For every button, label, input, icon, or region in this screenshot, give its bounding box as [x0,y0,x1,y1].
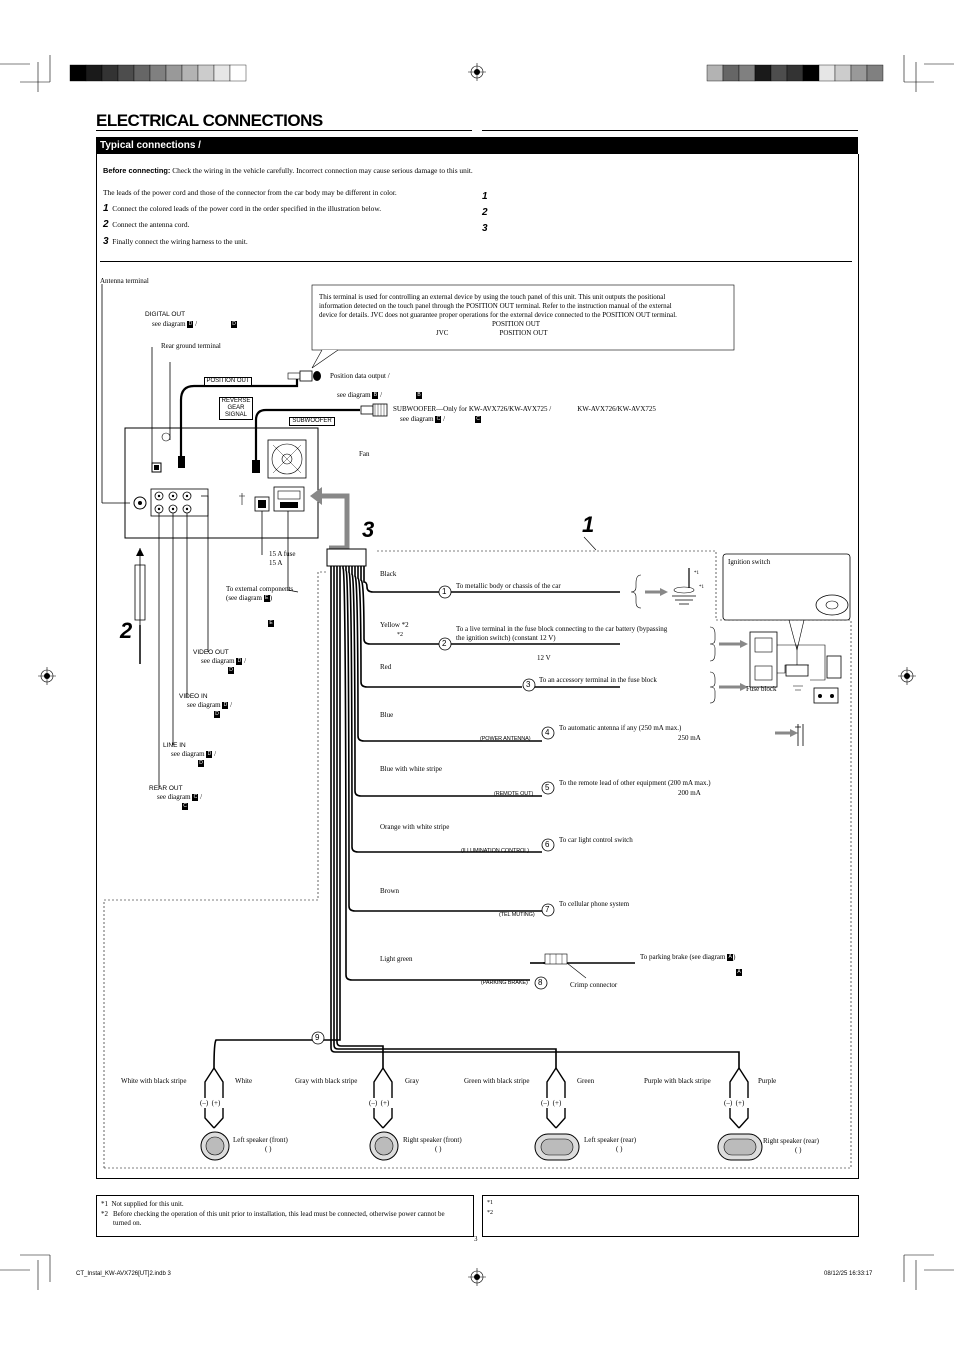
lead-brown-color: Brown [380,887,400,895]
lead-num-3: 3 [526,680,531,689]
spk2-name: Right speaker (front) ( ) [403,1136,462,1153]
lead-black-color: Black [380,570,397,578]
lead-num-1: 1 [442,587,447,596]
note-right-1: *1 [487,1200,493,1206]
tag-power-antenna: (POWER ANTENNA) [480,736,531,742]
tag-illumination: (ILLUMINATION CONTROL) [461,848,529,854]
right-step-2: 2 [482,207,488,218]
callout-text: This terminal is used for controlling an external device by using the touch panel of this unit. This unit outputs the positional information detected on the touch panel through the POSITION OUT terminal. Refer to the instruction manual of the external device for details. JVC does not guarantee proper operations for the external device connected to the POSITION OUT terminal. POSITION OUT JVC POSITION OUT [319,293,677,337]
lead-yellow-color: Yellow *2 [380,621,409,629]
spk3-polarity: (–) (+) [541,1099,562,1107]
right-step-1: 1 [482,191,488,202]
spk2-neg-label: Gray with black stripe [295,1077,358,1085]
spk1-polarity: (–) (+) [200,1099,221,1107]
speaker-cone [375,1137,393,1155]
big-step-2: 2 [120,618,133,643]
fuse-15a-label: 15 A fuse 15 A [269,550,296,567]
spk3-neg-label: Green with black stripe [464,1077,530,1085]
lead-num-2: 2 [442,639,447,648]
spk3-pos-label: Green [577,1077,595,1085]
lead-num-9: 9 [315,1033,320,1042]
reverse-see: see diagram B / B [337,391,421,399]
page-title: ELECTRICAL CONNECTIONS [96,111,323,130]
position-data-label: Position data output / [330,372,390,380]
lead-5-sub: 200 mA [678,789,701,797]
lead-orange-color: Orange with white stripe [380,823,450,831]
crimp-connector-label: Crimp connector [570,981,618,989]
speaker-cone [541,1139,573,1155]
lead-8-desc: To parking brake (see diagram A) [640,953,736,961]
right-step-3: 3 [482,223,488,234]
video-in-label: VIDEO IN see diagram D / D [179,693,233,717]
speaker-cone [724,1139,756,1155]
ignition-switch-label: Ignition switch [728,558,771,566]
section-title: Typical connections / [96,137,858,154]
lead-num-7: 7 [545,905,550,914]
lead-2-sub: 12 V [537,654,551,662]
intro-step-2: 2 Connect the antenna cord. [103,219,190,230]
digital-out-label: DIGITAL OUT [145,311,186,318]
external-letter: E [269,619,273,626]
lead-red-color: Red [380,663,392,671]
tag-parking-brake: (PARKING BRAKE) [481,980,528,986]
ground-star-1a: *1 [694,571,699,576]
spk4-name: Right speaker (rear) ( ) [763,1137,819,1154]
digital-out-see: see diagram D / D [152,320,236,328]
fuse-block-label: Fuse block [746,685,777,693]
spk1-neg-label: White with black stripe [121,1077,187,1085]
lead-7-desc: To cellular phone system [559,900,630,908]
big-step-3: 3 [362,517,375,542]
intro-before: Before connecting: Check the wiring in the vehicle carefully. Incorrect connection may cause serious damage to this unit. [103,166,473,175]
lead-lightgreen-color: Light green [380,955,413,963]
fan-label: Fan [359,450,370,458]
lead-4-sub: 250 mA [678,734,701,742]
rear-out-label: REAR OUT see diagram C / C [149,785,203,809]
intro-step-3: 3 Finally connect the wiring harness to the unit. [103,236,248,247]
lead-num-6: 6 [545,840,550,849]
page-number: 3 [474,1235,478,1243]
intro-step-1: 1 Connect the colored leads of the power cord in the order specified in the illustration below. [103,203,382,214]
ground-star-1b: *1 [699,585,704,590]
spk2-polarity: (–) (+) [369,1099,390,1107]
spk4-pos-label: Purple [758,1077,777,1085]
lead-1-desc: To metallic body or chassis of the car [456,582,561,590]
big-step-1: 1 [582,512,595,537]
subwoofer-box: SUBWOOFER [289,417,335,426]
position-out-box: POSITION OUT [204,377,252,386]
spk4-neg-label: Purple with black stripe [644,1077,711,1085]
footer-timestamp: 08/12/25 16:33:17 [824,1271,873,1277]
subwoofer-label: SUBWOOFER—Only for KW-AVX726/KW-AVX725 / KW-AVX726/KW-AVX725 [393,405,656,413]
subwoofer-see: see diagram C / C [400,415,480,423]
lead-2-desc: To a live terminal in the fuse block connecting to the car battery (bypassing the ignition switch) (constant 12 V) [456,625,668,642]
lead-bluewhite-color: Blue with white stripe [380,765,443,773]
intro-leads: The leads of the power cord and those of the connector from the car body may be different in color. [103,188,397,197]
lead-5-desc: To the remote lead of other equipment (200 mA max.) [559,779,711,787]
notes-right-box [482,1195,859,1237]
lead-6-desc: To car light control switch [559,836,633,844]
external-components-label: To external components (see diagram E) [226,585,294,602]
spk1-pos-label: White [235,1077,253,1085]
parking-letter: A [737,968,741,975]
reverse-gear-box: REVERSE GEAR SIGNAL [219,397,253,420]
note-right-2: *2 [487,1210,493,1216]
spk4-polarity: (–) (+) [724,1099,745,1107]
antenna-terminal-label: Antenna terminal [100,277,149,285]
lead-yellow-note: *2 [397,632,403,638]
spk3-name: Left speaker (rear) ( ) [584,1136,637,1153]
lead-num-5: 5 [545,783,550,792]
lead-blue-color: Blue [380,711,394,719]
tag-remote-out: (REMOTE OUT) [494,791,534,797]
lead-num-8: 8 [538,978,543,987]
lead-num-4: 4 [545,728,550,737]
lead-4-desc: To automatic antenna if any (250 mA max.) [559,724,682,732]
note-left-1: *1 Not supplied for this unit. [101,1200,184,1208]
speaker-cone [206,1137,224,1155]
spk1-name: Left speaker (front) ( ) [233,1136,288,1153]
line-in-label: LINE IN see diagram D / D [163,742,217,766]
lead-3-desc: To an accessory terminal in the fuse block [539,676,657,684]
tag-tel-muting: (TEL MUTING) [499,912,535,918]
video-out-label: VIDEO OUT see diagram D / D [193,649,247,673]
spk2-pos-label: Gray [405,1077,419,1085]
footer-file: CT_Instal_KW-AVX726[UT]2.indb 3 [76,1271,171,1277]
note-left-2: *2 Before checking the operation of this unit prior to installation, this lead must be connected, otherwise power cannot be turned on. [101,1210,445,1227]
rear-ground-label: Rear ground terminal [161,342,221,350]
